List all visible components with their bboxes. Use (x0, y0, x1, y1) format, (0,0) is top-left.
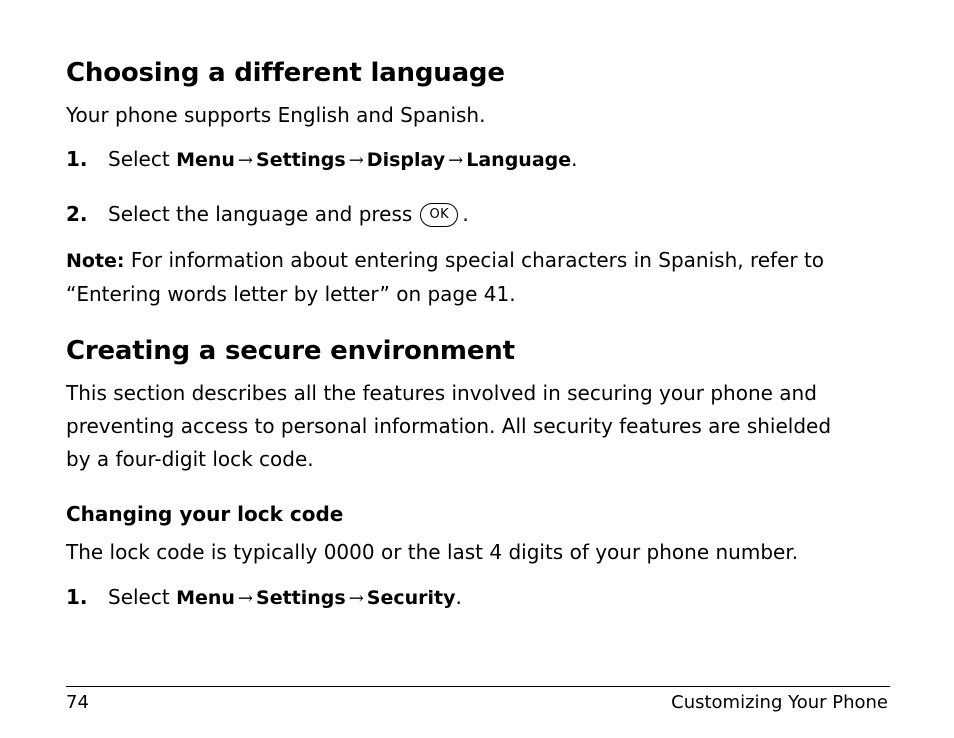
secure-line-2: preventing access to personal information. All security features are shielded (66, 414, 832, 438)
arrow-icon: → (448, 150, 464, 171)
display-term: Display (366, 149, 446, 171)
footer-divider (66, 686, 890, 687)
language-step-2 (66, 200, 469, 228)
heading-choosing-language: Choosing a different language (66, 58, 505, 88)
settings-term: Settings (256, 587, 346, 609)
heading-changing-lock-code: Changing your lock code (66, 502, 344, 526)
step-end: . (455, 585, 462, 609)
secure-line-3: by a four-digit lock code. (66, 447, 314, 471)
secure-line-1: This section describes all the features involved in securing your phone and (66, 381, 817, 405)
step-number: 1. (66, 147, 88, 171)
ok-key-icon: OK (420, 203, 458, 227)
page-number: 74 (66, 692, 89, 713)
menu-term: Menu (176, 587, 235, 609)
language-intro: Your phone supports English and Spanish. (66, 103, 486, 127)
step-end: . (571, 147, 578, 171)
chapter-title: Customizing Your Phone (671, 692, 888, 713)
arrow-icon: → (237, 588, 254, 609)
manual-page (66, 0, 890, 738)
step-text: Select (108, 147, 170, 171)
note-line-1: For information about entering special characters in Spanish, refer to (130, 248, 825, 272)
step-number: 1. (66, 585, 88, 609)
arrow-icon: → (348, 588, 364, 609)
language-step-1 (66, 145, 577, 175)
step-number: 2. (66, 202, 88, 226)
heading-secure-environment: Creating a secure environment (66, 336, 515, 366)
lock-code-intro: The lock code is typically 0000 or the last 4 digits of your phone number. (66, 540, 799, 564)
step-text: Select the language and press (108, 202, 413, 226)
secure-description (66, 377, 831, 476)
arrow-icon: → (348, 150, 364, 171)
step-text: Select (108, 585, 170, 609)
arrow-icon: → (237, 150, 254, 171)
note-label: Note: (66, 250, 125, 272)
settings-term: Settings (256, 149, 346, 171)
note-line-2: “Entering words letter by letter” on page 41. (66, 282, 516, 306)
language-term: Language (466, 149, 572, 171)
menu-term: Menu (176, 149, 235, 171)
lock-step-1 (66, 583, 462, 613)
security-term: Security (366, 587, 456, 609)
note-paragraph (66, 244, 824, 311)
step-end: . (462, 202, 469, 226)
